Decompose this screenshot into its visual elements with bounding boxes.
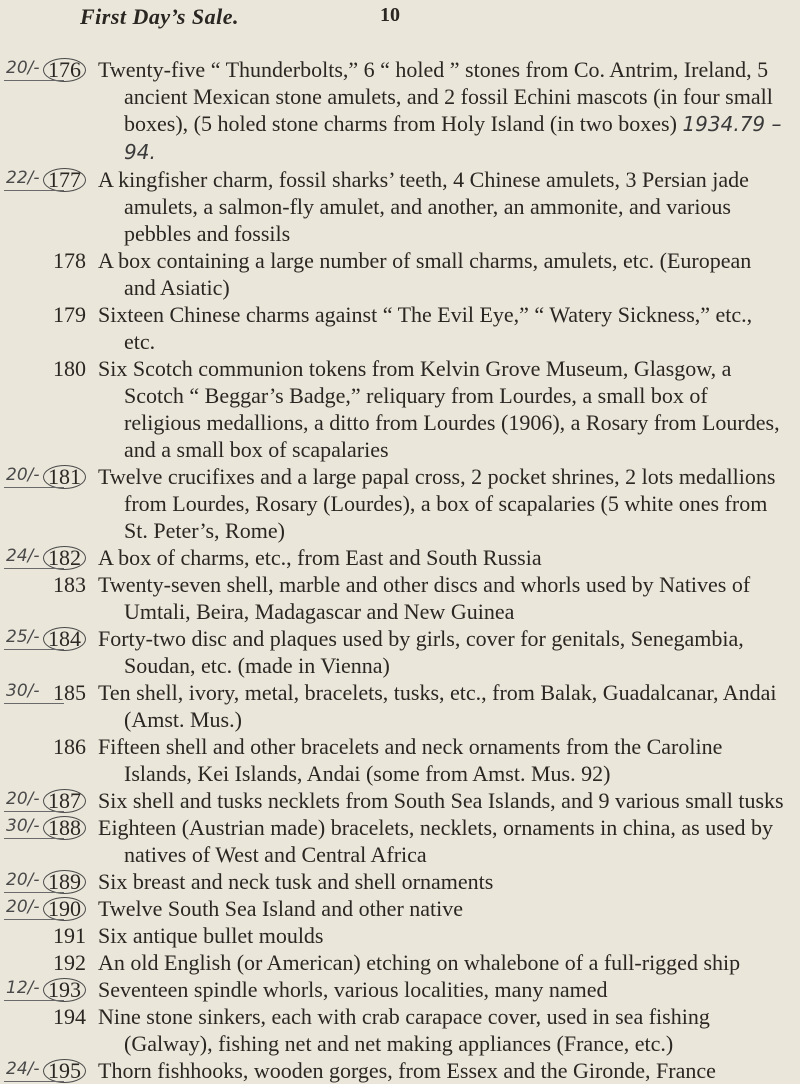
lot-number-text: 184 (43, 627, 86, 651)
lot-description (98, 355, 788, 463)
lot-number-text: 179 (53, 302, 86, 327)
lot-entry (0, 733, 800, 787)
lot-description (98, 571, 788, 625)
lot-description (98, 787, 788, 814)
price-annotation: 20/- (6, 58, 40, 78)
running-title: First Day’s Sale. (80, 4, 240, 29)
lot-number-text: 178 (53, 248, 86, 273)
price-annotation: 20/- (6, 789, 40, 809)
lot-number-text: 189 (43, 870, 86, 894)
lot-description-text: Eighteen (Austrian made) bracelets, necklets, ornaments in china, as used by natives of West and Central Africa (98, 815, 774, 867)
price-annotation: 20/- (6, 897, 40, 917)
lot-description (98, 679, 788, 733)
lot-description (98, 247, 788, 301)
lot-description-text: Twelve South Sea Island and other native (98, 896, 464, 921)
lot-entry (0, 1003, 800, 1057)
lot-description-text: Twenty-seven shell, marble and other discs and whorls used by Natives of Umtali, Beira, Madagascar and New Guinea (98, 572, 751, 624)
lot-number (0, 247, 98, 274)
lot-number-text: 187 (43, 789, 86, 813)
page-number: 10 (380, 4, 400, 26)
lot-number-text: 192 (53, 950, 86, 975)
lot-entry (0, 679, 800, 733)
lot-description (98, 301, 788, 355)
lot-entry (0, 895, 800, 922)
price-annotation: 24/- (6, 1059, 40, 1079)
lot-description-text: Ten shell, ivory, metal, bracelets, tusks, etc., from Balak, Guadalcanar, Andai (Amst. Mus.) (98, 680, 777, 732)
price-annotation: 24/- (6, 546, 40, 566)
lot-description-text: Six antique bullet moulds (98, 923, 324, 948)
lot-description-text: Fifteen shell and other bracelets and neck ornaments from the Caroline Islands, Kei Islands, Andai (some from Amst. Mus. 92) (98, 734, 723, 786)
lot-entry (0, 1057, 800, 1084)
lot-description (98, 1057, 788, 1084)
lot-number (0, 301, 98, 328)
page-header (80, 4, 780, 34)
lot-description (98, 733, 788, 787)
lot-description (98, 976, 788, 1003)
lot-description-text: Nine stone sinkers, each with crab carapace cover, used in sea fishing (Galway), fishing net and net making appliances (France, etc.) (98, 1004, 710, 1056)
lot-entry (0, 787, 800, 814)
lot-description (98, 625, 788, 679)
lot-number (0, 1003, 98, 1030)
lot-description-text: Six breast and neck tusk and shell ornaments (98, 869, 494, 894)
lot-description-text: Twenty-five “ Thunderbolts,” 6 “ holed ” stones from Co. Antrim, Ireland, 5 ancient Mexican stone amulets, and 2 fossil Echini mascots (in four small boxes), (5 holed stone charms from Holy Island (in two boxes) (98, 57, 773, 136)
lot-description-text: A box containing a large number of small charms, amulets, etc. (European and Asiatic) (98, 248, 752, 300)
lot-description (98, 1003, 788, 1057)
lot-number-text: 182 (43, 546, 86, 570)
lot-entry (0, 166, 800, 247)
lot-entry (0, 922, 800, 949)
lot-description-text: Sixteen Chinese charms against “ The Evil Eye,” “ Watery Sickness,” etc., etc. (98, 302, 753, 354)
lot-entry (0, 301, 800, 355)
lot-entry (0, 976, 800, 1003)
lot-number (0, 571, 98, 598)
lot-number (0, 355, 98, 382)
lot-description-text: Six Scotch communion tokens from Kelvin Grove Museum, Glasgow, a Scotch “ Beggar’s Badge,” reliquary from Lourdes, a small box of religious medallions, a ditto from Lourdes (1906), a Rosary from Lourdes, and a small box of scapalaries (98, 356, 780, 462)
price-annotation: 30/- (6, 816, 40, 836)
lot-number-text: 193 (43, 978, 86, 1002)
lot-number-text: 180 (53, 356, 86, 381)
lot-description (98, 868, 788, 895)
lot-description-text: Forty-two disc and plaques used by girls, cover for genitals, Senegambia, Soudan, etc. (made in Vienna) (98, 626, 744, 678)
lot-description (98, 544, 788, 571)
lot-description (98, 895, 788, 922)
lot-description (98, 949, 788, 976)
lot-entry (0, 949, 800, 976)
lot-description-text: Thorn fishhooks, wooden gorges, from Essex and the Gironde, France (98, 1058, 716, 1083)
lot-description-text: An old English (or American) etching on whalebone of a full-rigged ship (98, 950, 741, 975)
lot-number-text: 185 (53, 680, 86, 705)
lot-entry (0, 355, 800, 463)
lot-description (98, 166, 788, 247)
lot-list (0, 56, 800, 1084)
lot-number-text: 195 (43, 1059, 86, 1083)
lot-description-text: Seventeen spindle whorls, various localities, many named (98, 977, 608, 1002)
lot-entry (0, 814, 800, 868)
price-annotation: 22/- (6, 168, 40, 188)
lot-entry (0, 868, 800, 895)
lot-number-text: 190 (43, 897, 86, 921)
lot-entry (0, 571, 800, 625)
lot-description (98, 814, 788, 868)
lot-description-text: Six shell and tusks necklets from South Sea Islands, and 9 various small tusks (98, 788, 784, 813)
lot-entry (0, 56, 800, 166)
lot-entry (0, 247, 800, 301)
lot-number-text: 194 (53, 1004, 86, 1029)
lot-number-text: 191 (53, 923, 86, 948)
lot-entry (0, 463, 800, 544)
lot-description (98, 463, 788, 544)
lot-number (0, 949, 98, 976)
lot-entry (0, 544, 800, 571)
lot-number-text: 181 (43, 465, 86, 489)
lot-description-text: A box of charms, etc., from East and South Russia (98, 545, 542, 570)
lot-number-text: 188 (43, 816, 86, 840)
lot-number-text: 176 (43, 58, 86, 82)
lot-description (98, 56, 788, 166)
price-annotation: 25/- (6, 627, 40, 647)
lot-number-text: 177 (43, 168, 86, 192)
price-annotation: 20/- (6, 465, 40, 485)
lot-number-text: 186 (53, 734, 86, 759)
lot-description-text: A kingfisher charm, fossil sharks’ teeth, 4 Chinese amulets, 3 Persian jade amulets, a salmon-fly amulet, and another, an ammonite, and various pebbles and fossils (98, 167, 749, 246)
lot-entry (0, 625, 800, 679)
handwritten-note: 1934.79 – 94. (124, 112, 782, 164)
lot-number-text: 183 (53, 572, 86, 597)
lot-description (98, 922, 788, 949)
lot-number (0, 733, 98, 760)
price-annotation: 20/- (6, 870, 40, 890)
price-annotation: 12/- (6, 978, 40, 998)
price-annotation: 30/- (6, 681, 40, 701)
lot-number (0, 922, 98, 949)
lot-description-text: Twelve crucifixes and a large papal cross, 2 pocket shrines, 2 lots medallions from Lourdes, Rosary (Lourdes), a box of scapalaries (5 white ones from St. Peter’s, Rome) (98, 464, 776, 543)
